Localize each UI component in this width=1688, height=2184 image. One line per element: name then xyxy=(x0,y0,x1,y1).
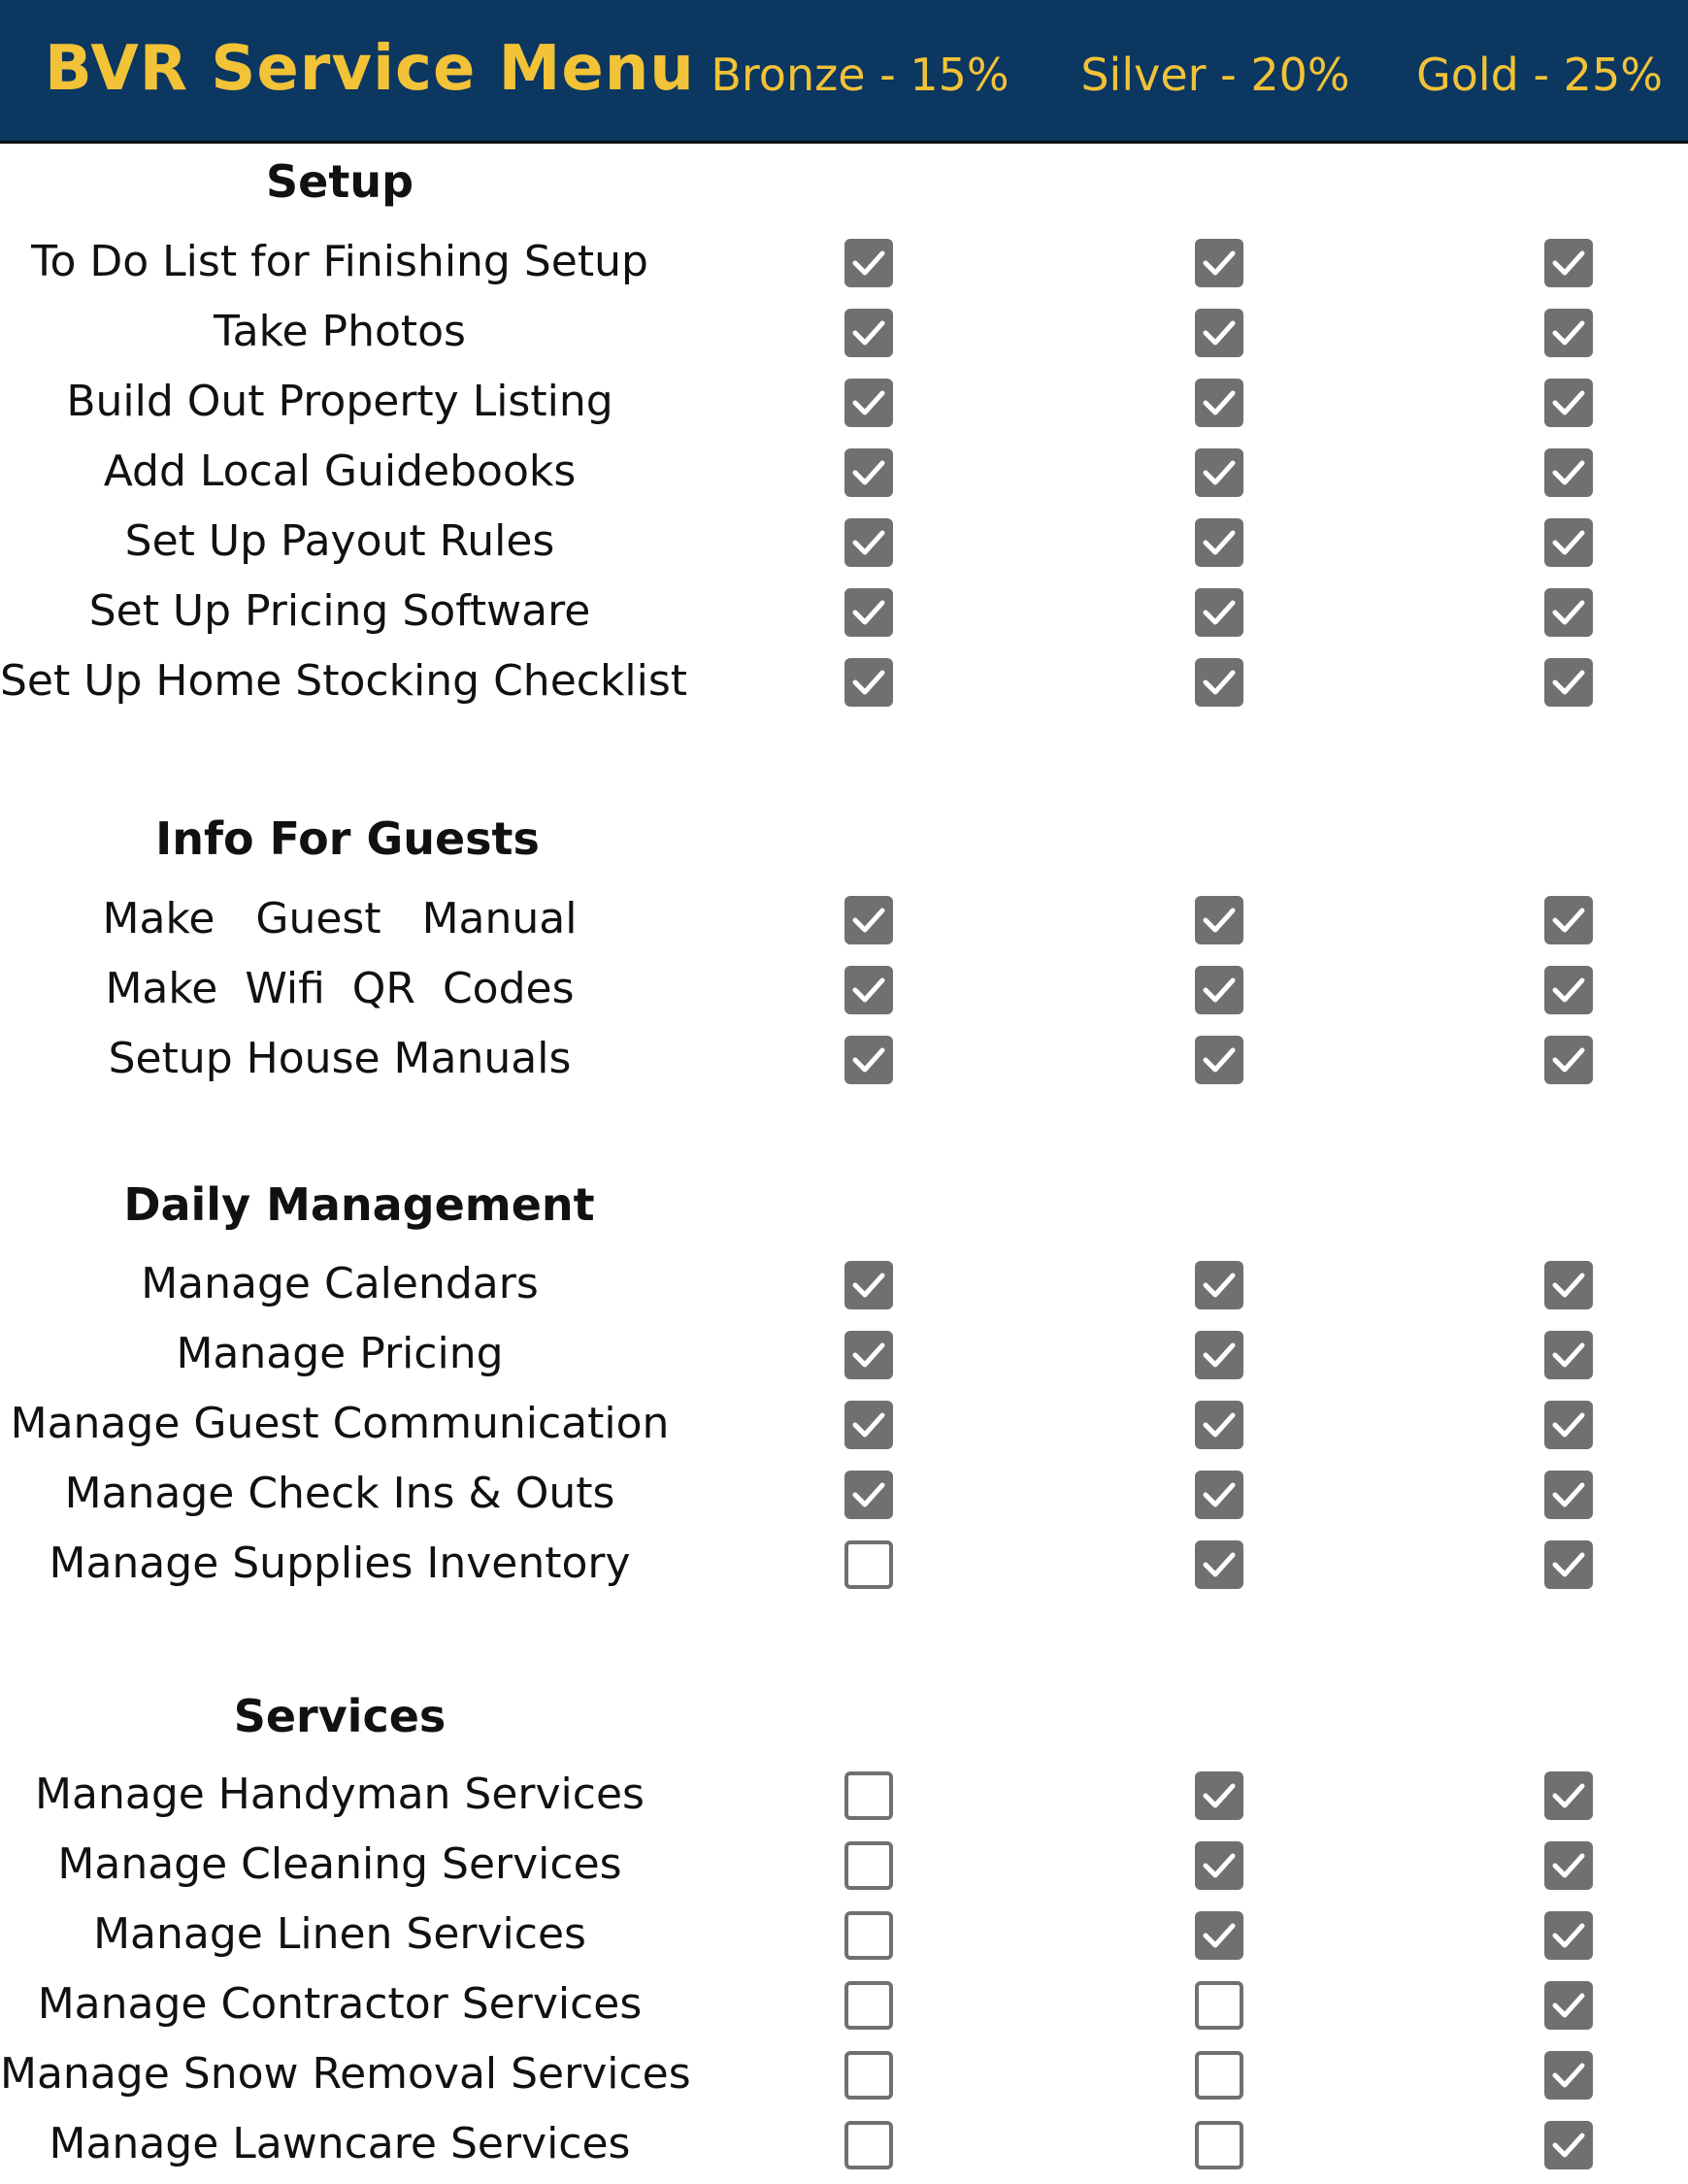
silver-checkbox[interactable] xyxy=(1195,896,1243,944)
bronze-checkbox[interactable] xyxy=(844,1471,893,1519)
bronze-checkbox[interactable] xyxy=(844,1771,893,1820)
service-item-label: Add Local Guidebooks xyxy=(103,447,577,496)
silver-checkbox[interactable] xyxy=(1195,1401,1243,1449)
gold-checkbox[interactable] xyxy=(1544,1841,1593,1890)
gold-checkbox[interactable] xyxy=(1544,1331,1593,1379)
bronze-checkbox[interactable] xyxy=(844,1261,893,1309)
gold-checkbox[interactable] xyxy=(1544,239,1593,287)
service-item-label: Manage Cleaning Services xyxy=(57,1839,622,1889)
service-item-label: Manage Contractor Services xyxy=(37,1979,643,2029)
gold-checkbox[interactable] xyxy=(1544,1401,1593,1449)
silver-checkbox[interactable] xyxy=(1195,518,1243,567)
bronze-checkbox[interactable] xyxy=(844,1841,893,1890)
service-item-label: Manage Calendars xyxy=(141,1259,539,1308)
service-item-label: Set Up Pricing Software xyxy=(88,586,591,636)
silver-checkbox[interactable] xyxy=(1195,2051,1243,2100)
bronze-checkbox[interactable] xyxy=(844,1401,893,1449)
silver-checkbox[interactable] xyxy=(1195,966,1243,1014)
silver-checkbox[interactable] xyxy=(1195,1261,1243,1309)
silver-checkbox[interactable] xyxy=(1195,1771,1243,1820)
silver-checkbox[interactable] xyxy=(1195,448,1243,497)
service-item-label: Set Up Home Stocking Checklist xyxy=(0,656,688,706)
gold-checkbox[interactable] xyxy=(1544,448,1593,497)
bronze-checkbox[interactable] xyxy=(844,1540,893,1589)
service-item-label: Manage Check Ins & Outs xyxy=(64,1469,615,1518)
bronze-checkbox[interactable] xyxy=(844,2121,893,2169)
service-item-label: Manage Supplies Inventory xyxy=(49,1539,631,1588)
bronze-checkbox[interactable] xyxy=(844,896,893,944)
bronze-checkbox[interactable] xyxy=(844,2051,893,2100)
gold-checkbox[interactable] xyxy=(1544,2121,1593,2169)
silver-checkbox[interactable] xyxy=(1195,1981,1243,2030)
gold-checkbox[interactable] xyxy=(1544,1540,1593,1589)
silver-checkbox[interactable] xyxy=(1195,1540,1243,1589)
service-item-label: Manage Snow Removal Services xyxy=(0,2049,691,2099)
tier-bronze-header: Bronze - 15% xyxy=(711,49,1009,101)
silver-checkbox[interactable] xyxy=(1195,1841,1243,1890)
bronze-checkbox[interactable] xyxy=(844,518,893,567)
silver-checkbox[interactable] xyxy=(1195,1471,1243,1519)
bronze-checkbox[interactable] xyxy=(844,658,893,707)
gold-checkbox[interactable] xyxy=(1544,1771,1593,1820)
tier-gold-header: Gold - 25% xyxy=(1416,49,1663,101)
silver-checkbox[interactable] xyxy=(1195,658,1243,707)
bronze-checkbox[interactable] xyxy=(844,379,893,427)
gold-checkbox[interactable] xyxy=(1544,2051,1593,2100)
bronze-checkbox[interactable] xyxy=(844,239,893,287)
service-item-label: Take Photos xyxy=(214,307,466,356)
service-item-label: Make Guest Manual xyxy=(102,894,578,943)
header-bar xyxy=(0,0,1688,144)
gold-checkbox[interactable] xyxy=(1544,896,1593,944)
section-title: Info For Guests xyxy=(155,812,540,865)
service-item-label: To Do List for Finishing Setup xyxy=(31,237,648,286)
silver-checkbox[interactable] xyxy=(1195,1911,1243,1960)
service-item-label: Build Out Property Listing xyxy=(66,377,613,426)
gold-checkbox[interactable] xyxy=(1544,1911,1593,1960)
bronze-checkbox[interactable] xyxy=(844,1331,893,1379)
bronze-checkbox[interactable] xyxy=(844,1981,893,2030)
silver-checkbox[interactable] xyxy=(1195,309,1243,357)
bronze-checkbox[interactable] xyxy=(844,309,893,357)
bronze-checkbox[interactable] xyxy=(844,588,893,637)
bronze-checkbox[interactable] xyxy=(844,448,893,497)
silver-checkbox[interactable] xyxy=(1195,1331,1243,1379)
service-item-label: Manage Handyman Services xyxy=(35,1770,645,1819)
section-title: Daily Management xyxy=(123,1178,595,1231)
service-item-label: Set Up Payout Rules xyxy=(124,516,555,566)
bronze-checkbox[interactable] xyxy=(844,966,893,1014)
gold-checkbox[interactable] xyxy=(1544,518,1593,567)
service-item-label: Manage Pricing xyxy=(176,1329,504,1378)
gold-checkbox[interactable] xyxy=(1544,966,1593,1014)
page-title: BVR Service Menu xyxy=(45,33,695,105)
service-item-label: Manage Guest Communication xyxy=(10,1399,670,1448)
bronze-checkbox[interactable] xyxy=(844,1911,893,1960)
gold-checkbox[interactable] xyxy=(1544,1471,1593,1519)
bronze-checkbox[interactable] xyxy=(844,1036,893,1084)
gold-checkbox[interactable] xyxy=(1544,1036,1593,1084)
service-item-label: Manage Linen Services xyxy=(93,1909,586,1959)
tier-silver-header: Silver - 20% xyxy=(1080,49,1350,101)
gold-checkbox[interactable] xyxy=(1544,309,1593,357)
silver-checkbox[interactable] xyxy=(1195,379,1243,427)
silver-checkbox[interactable] xyxy=(1195,239,1243,287)
section-title: Services xyxy=(233,1690,447,1742)
silver-checkbox[interactable] xyxy=(1195,1036,1243,1084)
service-item-label: Manage Lawncare Services xyxy=(49,2119,631,2168)
gold-checkbox[interactable] xyxy=(1544,588,1593,637)
gold-checkbox[interactable] xyxy=(1544,1981,1593,2030)
silver-checkbox[interactable] xyxy=(1195,2121,1243,2169)
silver-checkbox[interactable] xyxy=(1195,588,1243,637)
service-item-label: Make Wifi QR Codes xyxy=(105,964,575,1013)
gold-checkbox[interactable] xyxy=(1544,379,1593,427)
service-item-label: Setup House Manuals xyxy=(108,1034,572,1083)
section-title: Setup xyxy=(266,155,414,208)
gold-checkbox[interactable] xyxy=(1544,1261,1593,1309)
gold-checkbox[interactable] xyxy=(1544,658,1593,707)
